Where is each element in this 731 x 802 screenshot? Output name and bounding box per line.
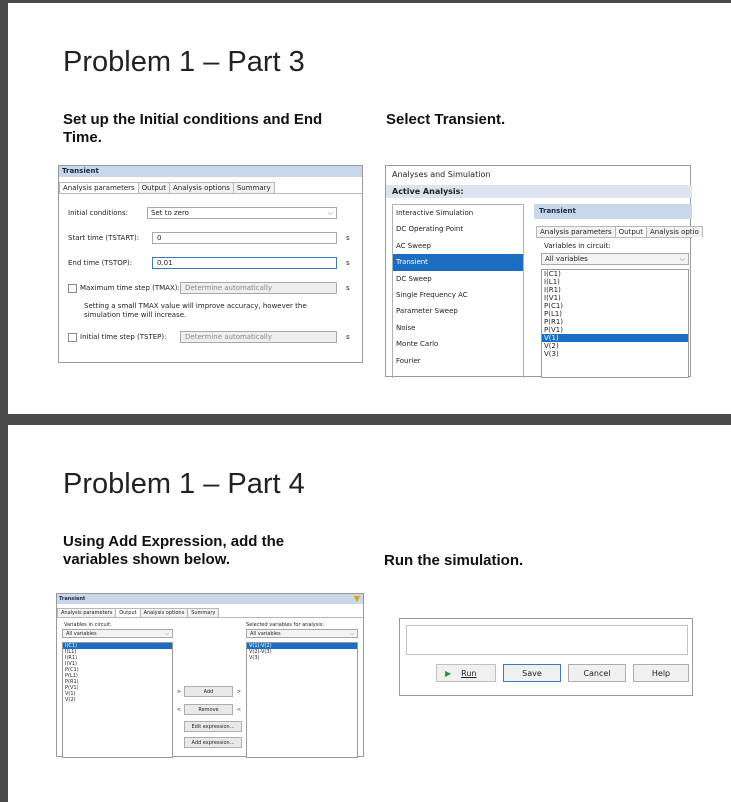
list-item[interactable]: I(C1)	[63, 643, 172, 649]
chevron-left-icon: <	[236, 707, 242, 713]
slide-title: Problem 1 – Part 3	[63, 46, 305, 78]
slide-title: Problem 1 – Part 4	[63, 468, 305, 500]
tab-output[interactable]: Output	[115, 608, 140, 617]
tab-output[interactable]: Output	[615, 226, 647, 237]
initial-step-row	[68, 331, 166, 343]
analysis-item[interactable]: AC Sweep	[396, 241, 432, 250]
initial-step-checkbox[interactable]	[68, 333, 77, 342]
save-button[interactable]: Save	[503, 664, 561, 682]
end-time-value: 0.01	[152, 257, 337, 269]
analysis-item[interactable]: Single Frequency AC	[396, 290, 468, 299]
max-step-checkbox[interactable]	[68, 284, 77, 293]
chevron-down-icon: ⌵	[165, 630, 169, 637]
run-button[interactable]	[436, 664, 496, 682]
slide-part-4	[8, 425, 731, 802]
analysis-item[interactable]: Parameter Sweep	[396, 307, 458, 316]
list-item[interactable]: I(L1)	[65, 649, 77, 655]
window-title: Analyses and Simulation	[392, 170, 491, 179]
run-dialog	[399, 618, 693, 696]
initial-conditions-label: Initial conditions:	[68, 209, 128, 217]
list-item[interactable]: I(V1)	[65, 661, 77, 667]
add-expression-button[interactable]: Add expression...	[184, 737, 242, 748]
end-time-label: End time (TSTOP):	[68, 259, 133, 267]
tab-analysis-parameters[interactable]: Analysis parameters	[59, 182, 139, 193]
selected-label: Selected variables for analysis:	[246, 622, 325, 628]
list-item[interactable]: P(R1)	[544, 318, 564, 326]
chevron-right-icon: >	[236, 689, 242, 695]
active-analysis-label: Active Analysis:	[386, 185, 692, 198]
list-item[interactable]: I(C1)	[544, 270, 561, 278]
panel-header: Transient	[59, 166, 362, 177]
list-item[interactable]: V(1)	[542, 334, 688, 342]
tab-bar	[59, 182, 362, 194]
edit-expression-button[interactable]: Edit expression...	[184, 721, 242, 732]
chevron-down-icon: ⌵	[350, 630, 354, 637]
list-item[interactable]: V(1)	[65, 691, 76, 697]
analysis-item[interactable]: Monte Carlo	[396, 340, 439, 349]
end-time-unit: s	[346, 259, 350, 267]
panel-header	[57, 594, 363, 604]
selected-variables-list[interactable]	[246, 642, 358, 758]
variables-filter-select[interactable]	[541, 253, 689, 265]
list-item[interactable]: V(2)	[65, 697, 76, 703]
initial-step-input	[180, 331, 337, 343]
start-time-label: Start time (TSTART):	[68, 234, 140, 242]
slide-part-3	[8, 3, 731, 414]
tab-output[interactable]: Output	[138, 182, 170, 193]
list-item[interactable]: P(L1)	[65, 673, 78, 679]
variables-filter-select[interactable]	[62, 629, 173, 638]
selected-filter-value: All variables	[250, 630, 281, 637]
list-item[interactable]: V(2)	[544, 342, 559, 350]
list-item[interactable]: V(3)	[544, 350, 559, 358]
max-step-unit: s	[346, 284, 350, 292]
list-item[interactable]: I(R1)	[65, 655, 78, 661]
selected-filter-select[interactable]	[246, 629, 358, 638]
list-item[interactable]: P(V1)	[65, 685, 79, 691]
remove-button[interactable]: Remove	[184, 704, 233, 715]
max-step-label: Maximum time step (TMAX):	[80, 284, 180, 292]
analysis-list	[392, 204, 524, 378]
list-item[interactable]: V(2)-V(3)	[249, 649, 272, 655]
initial-conditions-select[interactable]	[147, 207, 337, 219]
chevron-down-icon: ⌵	[327, 208, 333, 217]
cancel-button[interactable]: Cancel	[568, 664, 626, 682]
tab-analysis-options[interactable]: Analysis options	[140, 608, 189, 617]
max-step-row	[68, 282, 180, 294]
chevron-down-icon: ⌵	[679, 254, 685, 263]
right-tab-bar	[536, 226, 699, 238]
analysis-item[interactable]: DC Sweep	[396, 274, 432, 283]
dialog-content-area	[406, 625, 688, 655]
run-label: Run	[461, 668, 477, 678]
variables-label: Variables in circuit:	[544, 242, 611, 250]
list-item[interactable]: P(C1)	[65, 667, 79, 673]
list-item[interactable]: P(L1)	[544, 310, 563, 318]
tab-analysis-parameters[interactable]: Analysis parameters	[57, 608, 116, 617]
initial-step-unit: s	[346, 333, 350, 341]
chevron-right-icon: >	[176, 689, 182, 695]
initial-step-label: Initial time step (TSTEP):	[80, 333, 167, 341]
tab-summary[interactable]: Summary	[187, 608, 219, 617]
analysis-item[interactable]: Interactive Simulation	[396, 209, 474, 217]
start-time-value: 0	[152, 232, 337, 244]
initial-step-value: Determine automatically	[180, 331, 337, 343]
right-header: Transient	[534, 204, 692, 219]
tmax-note: Setting a small TMAX value will improve accuracy, however the simulation time will increase.	[84, 302, 307, 319]
initial-conditions-value: Set to zero	[151, 209, 189, 217]
analyses-simulation-panel	[385, 165, 699, 377]
transient-parameters-panel	[58, 165, 363, 363]
analysis-item[interactable]: Noise	[396, 323, 416, 332]
max-step-value: Determine automatically	[180, 282, 337, 294]
variables-filter-value: All variables	[66, 630, 97, 637]
play-icon: ▶	[445, 668, 452, 678]
max-step-input	[180, 282, 337, 294]
end-time-input[interactable]	[152, 257, 337, 269]
analysis-item[interactable]: Fourier	[396, 356, 421, 365]
add-button[interactable]: Add	[184, 686, 233, 697]
analysis-item[interactable]: Transient	[393, 254, 523, 270]
variables-list[interactable]	[541, 269, 689, 378]
left-caption: Using Add Expression, add the variables shown below.	[63, 533, 285, 568]
analysis-item[interactable]: DC Operating Point	[396, 225, 464, 234]
output-panel	[56, 593, 364, 757]
tab-bar	[57, 608, 363, 618]
tab-analysis-parameters[interactable]: Analysis parameters	[536, 226, 616, 237]
variables-filter-value: All variables	[545, 255, 588, 263]
left-caption: Set up the Initial conditions and End Time.	[63, 111, 323, 146]
chevron-left-icon: <	[176, 707, 182, 713]
panel-header-title: Transient	[59, 596, 86, 602]
list-item[interactable]: I(R1)	[544, 286, 561, 294]
list-item[interactable]: P(V1)	[544, 326, 563, 334]
tab-analysis-options[interactable]: Analysis optio	[646, 226, 703, 237]
right-caption: Run the simulation.	[384, 552, 524, 569]
start-time-input[interactable]	[152, 232, 337, 244]
list-item[interactable]: P(R1)	[65, 679, 79, 685]
variables-list[interactable]	[62, 642, 173, 758]
tab-analysis-options[interactable]: Analysis options	[169, 182, 234, 193]
list-item[interactable]: I(V1)	[544, 294, 561, 302]
tab-summary[interactable]: Summary	[233, 182, 275, 193]
list-item[interactable]: P(C1)	[544, 302, 564, 310]
variables-label: Variables in circuit:	[64, 622, 112, 628]
filter-icon: ▼	[353, 594, 360, 603]
help-button[interactable]: Help	[633, 664, 689, 682]
right-caption: Select Transient.	[386, 111, 506, 128]
list-item[interactable]: V(3)	[249, 655, 260, 661]
start-time-unit: s	[346, 234, 350, 242]
list-item[interactable]: V(1)-V(2)	[247, 643, 357, 649]
list-item[interactable]: I(L1)	[544, 278, 560, 286]
